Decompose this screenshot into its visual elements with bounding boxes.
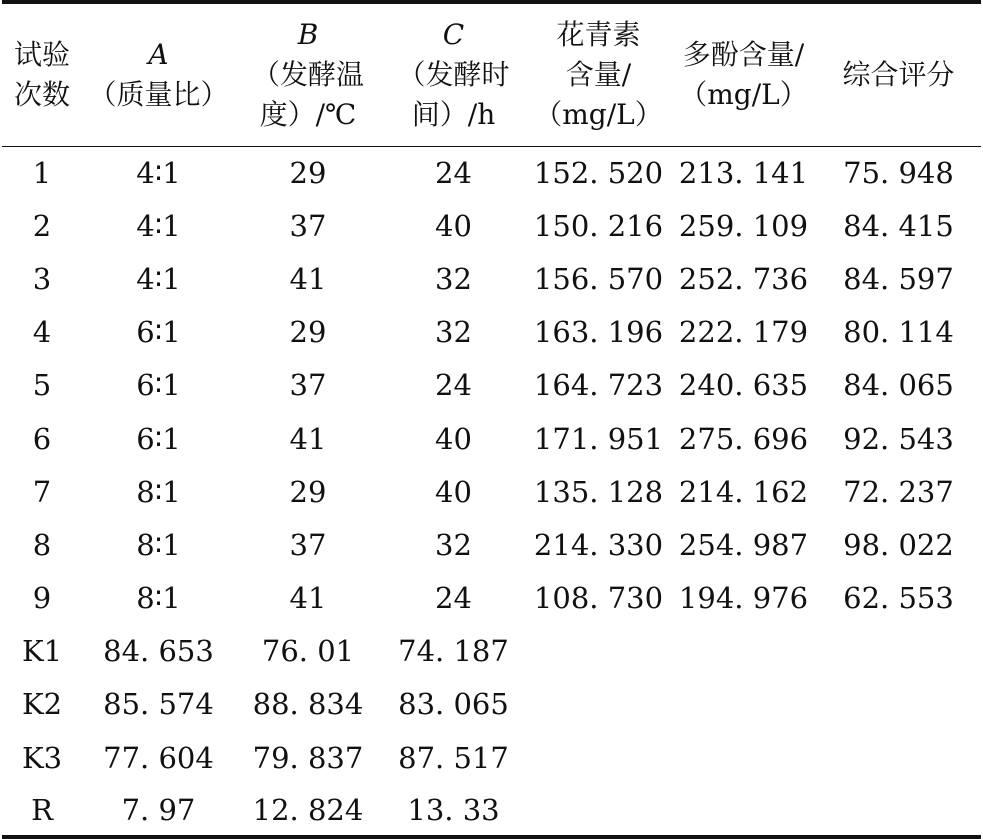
cell-factor-a: 6∶1 (136, 315, 181, 350)
cell-factor-b: 37 (289, 208, 327, 243)
table-row-k2 (2, 678, 981, 731)
cell-factor-c: 13. 33 (381, 784, 526, 837)
cell-polyphenol (671, 678, 816, 731)
cell-trial: 4 (32, 315, 52, 350)
cell-anthocyanin: 108. 730 (533, 581, 664, 616)
cell-score: 80. 114 (843, 315, 954, 350)
cell-stat-label: K2 (21, 687, 63, 722)
cell-factor-b: 29 (289, 474, 327, 509)
cell-score: 62. 553 (843, 581, 954, 616)
cell-trial: 3 (32, 261, 52, 296)
cell-anthocyanin: 164. 723 (533, 368, 664, 403)
cell-polyphenol: 213. 141 (678, 155, 809, 190)
cell-factor-a: 77. 604 (103, 740, 214, 775)
cell-trial: 6 (32, 421, 52, 456)
table-row (2, 359, 981, 412)
table-row-k1 (2, 625, 981, 678)
cell-factor-b: 37 (289, 368, 327, 403)
cell-factor-c: 24 (435, 368, 472, 403)
header-trial-number: 试验 次数 (2, 2, 82, 146)
cell-factor-a: 4∶1 (136, 261, 181, 296)
table-row (2, 465, 981, 518)
cell-anthocyanin (526, 731, 671, 784)
cell-score: 92. 543 (843, 421, 954, 456)
cell-factor-b: 41 (289, 581, 327, 616)
cell-trial: 7 (32, 474, 52, 509)
cell-factor-a: 8∶1 (136, 581, 181, 616)
table-row (2, 572, 981, 625)
cell-stat-label: K3 (21, 740, 63, 775)
table-row (2, 252, 981, 305)
orthogonal-test-table (2, 0, 981, 839)
cell-polyphenol: 240. 635 (678, 368, 809, 403)
cell-factor-a: 6∶1 (136, 421, 181, 456)
cell-factor-b: 12. 824 (235, 784, 381, 837)
table-row (2, 146, 981, 199)
cell-factor-b: 76. 01 (261, 634, 355, 669)
cell-factor-c: 24 (435, 581, 472, 616)
cell-trial: 1 (32, 155, 52, 190)
cell-anthocyanin: 171. 951 (533, 421, 664, 456)
cell-score: 84. 597 (843, 261, 954, 296)
cell-score: 75. 948 (843, 155, 954, 190)
cell-anthocyanin: 163. 196 (533, 315, 664, 350)
cell-score (816, 731, 981, 784)
header-anthocyanin-content: 花青素 含量/ （mg/L） (526, 2, 671, 146)
cell-polyphenol: 194. 976 (678, 581, 809, 616)
cell-anthocyanin (526, 784, 671, 837)
table-row-r (2, 784, 981, 837)
cell-score (816, 678, 981, 731)
cell-anthocyanin: 152. 520 (533, 155, 664, 190)
cell-score (816, 784, 981, 837)
table-row-k3 (2, 731, 981, 784)
cell-polyphenol (671, 784, 816, 837)
cell-factor-b: 79. 837 (252, 740, 364, 775)
cell-polyphenol: 214. 162 (678, 474, 809, 509)
cell-anthocyanin: 150. 216 (533, 208, 664, 243)
header-factor-b: B （发酵温 度）/℃ (235, 2, 381, 146)
cell-polyphenol: 254. 987 (678, 527, 809, 562)
cell-score: 84. 415 (843, 208, 954, 243)
cell-polyphenol: 222. 179 (678, 315, 809, 350)
cell-anthocyanin: 156. 570 (533, 261, 664, 296)
cell-score (816, 625, 981, 678)
cell-factor-c: 24 (435, 155, 472, 190)
cell-factor-a: 8∶1 (136, 474, 181, 509)
cell-anthocyanin (526, 678, 671, 731)
cell-factor-a: 8∶1 (136, 527, 181, 562)
cell-polyphenol: 275. 696 (678, 421, 809, 456)
cell-trial: 9 (32, 581, 52, 616)
header-factor-c: C （发酵时 间）/h (381, 2, 526, 146)
cell-factor-c: 74. 187 (398, 634, 509, 669)
table-row (2, 199, 981, 252)
cell-score: 84. 065 (843, 368, 954, 403)
cell-factor-a: 7. 97 (82, 784, 235, 837)
cell-factor-a: 85. 574 (103, 687, 214, 722)
cell-score: 98. 022 (843, 527, 954, 562)
cell-factor-a: 4∶1 (136, 155, 181, 190)
cell-factor-b: 29 (289, 315, 327, 350)
cell-factor-b: 37 (289, 527, 327, 562)
cell-trial: 8 (32, 527, 52, 562)
cell-factor-b: 88. 834 (252, 687, 364, 722)
cell-stat-label: R (2, 784, 82, 837)
cell-factor-a: 6∶1 (136, 368, 181, 403)
cell-factor-b: 29 (289, 155, 327, 190)
header-polyphenol-content: 多酚含量/ （mg/L） (671, 2, 816, 146)
cell-stat-label: K1 (21, 634, 63, 669)
cell-factor-c: 32 (435, 261, 472, 296)
cell-polyphenol (671, 731, 816, 784)
cell-factor-c: 32 (435, 315, 472, 350)
cell-factor-c: 32 (435, 527, 472, 562)
cell-trial: 2 (32, 208, 52, 243)
cell-polyphenol: 252. 736 (678, 261, 809, 296)
cell-factor-a: 84. 653 (103, 634, 214, 669)
cell-score: 72. 237 (843, 474, 954, 509)
cell-polyphenol (671, 625, 816, 678)
header-overall-score: 综合评分 (816, 2, 981, 146)
cell-polyphenol: 259. 109 (678, 208, 809, 243)
table-body (2, 146, 981, 837)
cell-factor-c: 40 (435, 208, 472, 243)
cell-factor-b: 41 (289, 421, 327, 456)
cell-anthocyanin (526, 625, 671, 678)
table-row (2, 412, 981, 465)
cell-factor-c: 40 (435, 421, 472, 456)
cell-factor-c: 40 (435, 474, 472, 509)
header-factor-a: A （质量比） (82, 2, 235, 146)
cell-factor-c: 83. 065 (398, 687, 509, 722)
cell-factor-c: 87. 517 (398, 740, 509, 775)
table-row (2, 518, 981, 571)
cell-anthocyanin: 135. 128 (533, 474, 664, 509)
cell-factor-b: 41 (289, 261, 327, 296)
table-header (2, 2, 981, 146)
cell-trial: 5 (32, 368, 52, 403)
table-row (2, 306, 981, 359)
cell-factor-a: 4∶1 (136, 208, 181, 243)
cell-anthocyanin: 214. 330 (533, 527, 664, 562)
header-row (2, 2, 981, 146)
